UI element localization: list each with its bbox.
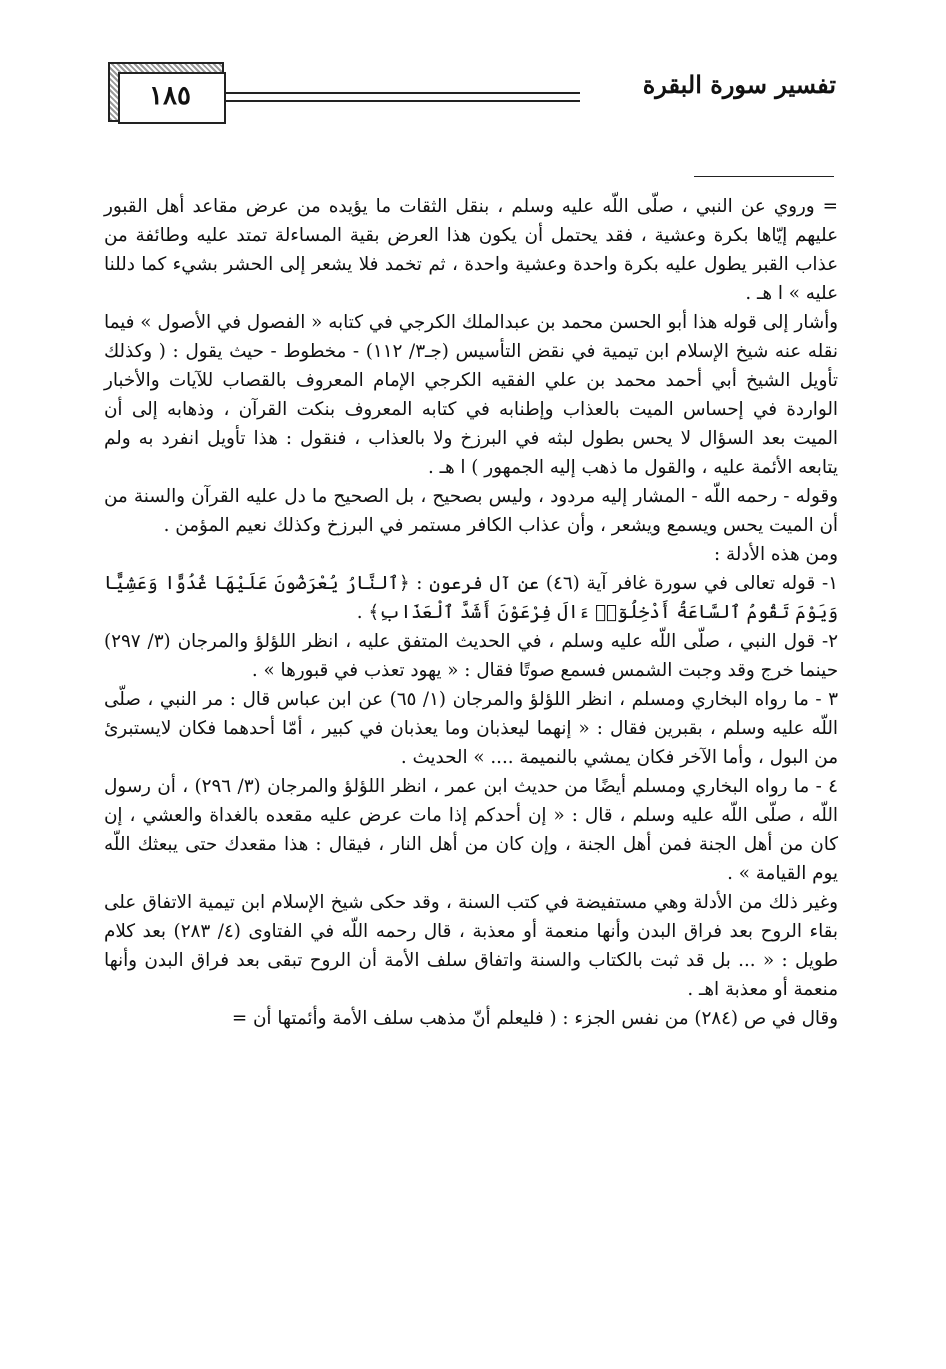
paragraph: ٢- قول النبي ، صلّى اللّه عليه وسلم ، في الحديث المتفق عليه ، انظر اللؤلؤ والمرجان (٣/ ٢٩٧) حينما خرج وقد وجبت الشمس فسمع صوتًا فقال : « يهود تعذب في قبورها » . bbox=[104, 631, 838, 681]
paragraph: وأشار إلى قوله هذا أبو الحسن محمد بن عبدالملك الكرجي في كتابه « الفصول في الأصول » فيما نقله عنه شيخ الإسلام ابن تيمية في نقض التأسيس (جـ٣/ ١١٢) - مخطوط - حيث يقول : ( وكذلك تأويل الشيخ أبي أحمد محمد بن علي الفقيه الكرجي الإمام المعروف بالقصاب للآيات والأخبار الواردة في إحساس الميت بالعذاب وإطنابه في كتابه المعروف بنكت القرآن ، وذهابه إلى أن الميت بعد السؤال لا يحس بطول لبثه في البرزخ ولا بالعذاب ، فنقول : هذا تأويل انفرد به ولم يتابعه الأئمة عليه ، والقول ما ذهب إليه الجمهور ) ا هـ . bbox=[104, 312, 838, 478]
footnote-body bbox=[104, 192, 838, 1033]
header-double-rule bbox=[226, 92, 580, 102]
paragraph: ١- قوله تعالى في سورة غافر آية (٤٦) عن آل فرعون : ﴿ٱلنَّارُ يُعْرَضُونَ عَلَيْهَا غُدُوًّا وَعَشِيًّا وَيَوْمَ تَقُومُ ٱلسَّاعَةُ أَدْخِلُوٓا۟ ءَالَ فِرْعَوْنَ أَشَدَّ ٱلْعَذَابِ﴾ . bbox=[104, 573, 838, 623]
paragraph: وغير ذلك من الأدلة وهي مستفيضة في كتب السنة ، وقد حكى شيخ الإسلام ابن تيمية الاتفاق على بقاء الروح بعد فراق البدن وأنها منعمة أو معذبة ، قال رحمه اللّه في الفتاوى (٤/ ٢٨٣) بعد كلام طويل : « ... بل قد ثبت بالكتاب والسنة واتفاق سلف الأمة أن الروح تبقى بعد فراق البدن وأنها منعمة أو معذبة اهـ . bbox=[104, 892, 838, 1000]
paragraph: ٣ - ما رواه البخاري ومسلم ، انظر اللؤلؤ والمرجان (١/ ٦٥) عن ابن عباس قال : مر النبي ، صلّى اللّه عليه وسلم ، بقبرين فقال : « إنهما ليعذبان وما يعذبان في كبير ، أمّا أحدهما فكان لايستبرئ من البول ، وأما الآخر فكان يمشي بالنميمة .... » الحديث . bbox=[104, 689, 838, 768]
paragraph: وقال في ص (٢٨٤) من نفس الجزء : ( فليعلم أنّ مذهب سلف الأمة وأئمتها أن = bbox=[231, 1008, 838, 1029]
page-number-box bbox=[108, 62, 226, 124]
running-header-title: تفسير سورة البقرة bbox=[642, 70, 836, 99]
paragraph: = وروي عن النبي ، صلّى اللّه عليه وسلم ، بنقل الثقات ما يؤيده من عرض مقاعد أهل القبور عليهم إيّاها بكرة وعشية ، فقد يحتمل أن يكون هذا العرض بقية المساءلة تمتد عليه وطائفة من عذاب القبر يطول عليه بكرة واحدة وعشية واحدة ، ثم تخمد فلا يشعر إلى الحشر بشيء كما دللنا عليه » ا هـ . bbox=[104, 196, 838, 304]
paragraph: ٤ - ما رواه البخاري ومسلم أيضًا من حديث ابن عمر ، انظر اللؤلؤ والمرجان (٣/ ٢٩٦) ، أن رسول اللّه ، صلّى اللّه عليه وسلم ، قال : « إن أحدكم إذا مات عرض عليه مقعده بالغداة والعشي ، إن كان من أهل الجنة فمن أهل الجنة ، وإن كان من أهل النار ، فيقال : هذا مقعدك حتى يبعثك اللّه يوم القيامة » . bbox=[104, 776, 838, 884]
paragraph: ومن هذه الأدلة : bbox=[714, 544, 838, 565]
paragraph: وقوله - رحمه اللّه - المشار إليه مردود ، وليس بصحيح ، بل الصحيح ما دل عليه القرآن والسنة من أن الميت يحس ويسمع ويشعر ، وأن عذاب الكافر مستمر في البرزخ وكذلك نعيم المؤمن . bbox=[104, 486, 838, 536]
footnote-separator-rule bbox=[694, 176, 834, 177]
page-number: ١٨٥ bbox=[149, 81, 191, 111]
